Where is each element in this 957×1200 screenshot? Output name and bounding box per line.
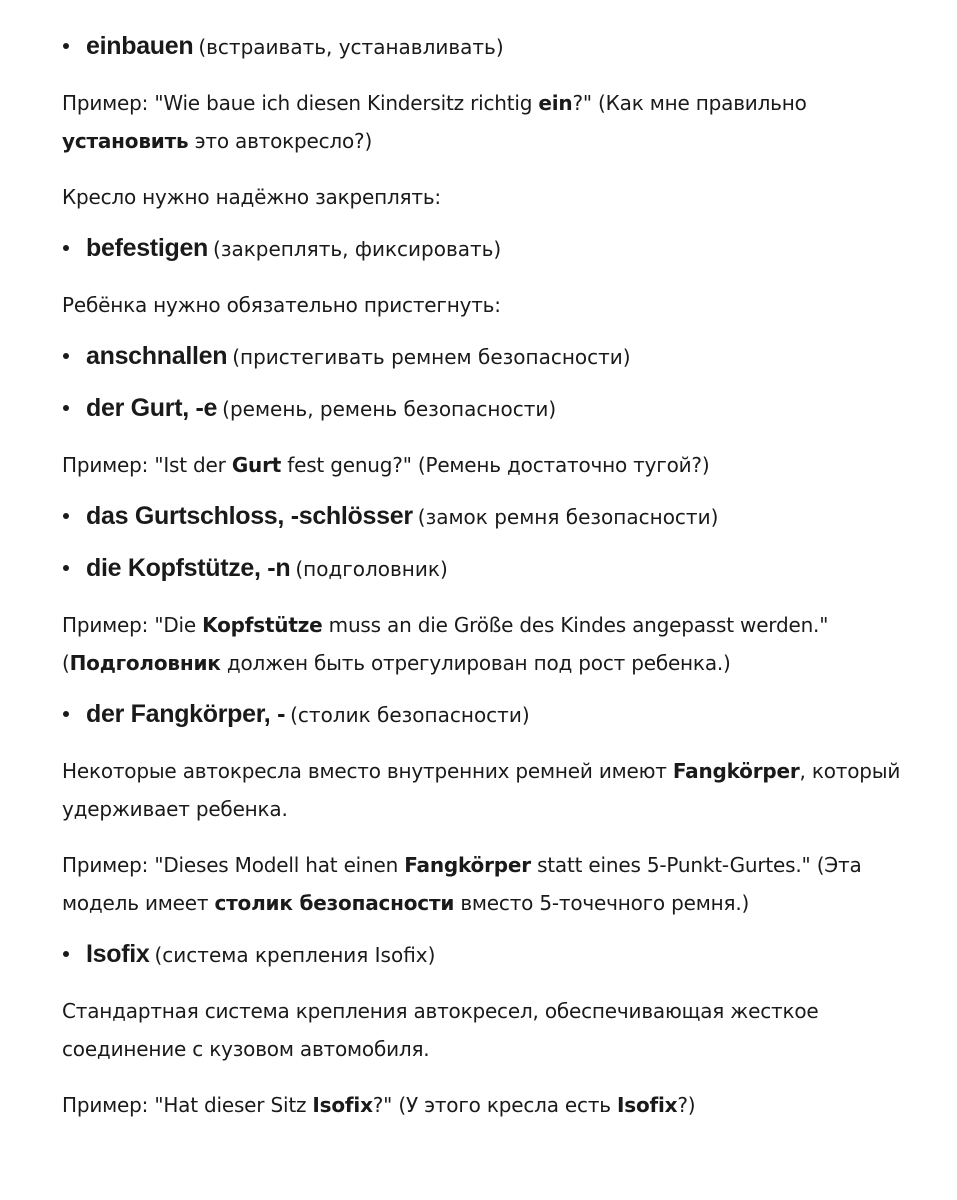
vocab-item-fangkoerper xyxy=(62,690,922,742)
vocab-item-gurt xyxy=(62,384,922,436)
bullet-dot xyxy=(63,951,69,957)
vocab-translation: (замок ремня безопасности) xyxy=(417,505,719,529)
vocab-term: anschnallen xyxy=(86,342,228,370)
example-sentence: Пример: "Dieses Modell hat einen Fangkörper statt eines 5-Punkt-Gurtes." (Эта модель имеет столик безопасности вместо 5-точечного ремня.) xyxy=(62,853,862,915)
example-sentence: Пример: "Wie baue ich diesen Kindersitz richtig ein?" (Как мне правильно установить это автокресло?) xyxy=(62,91,807,153)
example-sentence: Пример: "Ist der Gurt fest genug?" (Ремень достаточно тугой?) xyxy=(62,453,710,477)
explanation-text: Некоторые автокресла вместо внутренних ремней имеют Fangkörper, который удерживает ребенка. xyxy=(62,759,901,821)
vocab-term: das Gurtschloss, -schlösser xyxy=(86,502,413,530)
vocab-term: einbauen xyxy=(86,32,194,60)
explanation-text: Кресло нужно надёжно закреплять: xyxy=(62,185,441,209)
vocab-term: der Fangkörper, - xyxy=(86,700,286,728)
vocab-translation: (встраивать, устанавливать) xyxy=(198,35,504,59)
example-sentence: Пример: "Hat dieser Sitz Isofix?" (У этого кресла есть Isofix?) xyxy=(62,1093,696,1117)
explanation-text: Ребёнка нужно обязательно пристегнуть: xyxy=(62,293,501,317)
vocab-item-isofix xyxy=(62,930,922,982)
vocab-translation: (закреплять, фиксировать) xyxy=(213,237,502,261)
vocab-term: der Gurt, -e xyxy=(86,394,218,422)
vocab-translation: (столик безопасности) xyxy=(290,703,530,727)
bullet-dot xyxy=(63,513,69,519)
bullet-dot xyxy=(63,245,69,251)
bullet-dot xyxy=(63,405,69,411)
vocab-translation: (система крепления Isofix) xyxy=(154,943,436,967)
vocab-term: die Kopfstütze, -n xyxy=(86,554,291,582)
vocab-translation: (пристегивать ремнем безопасности) xyxy=(232,345,631,369)
vocab-item-einbauen xyxy=(62,22,922,74)
bullet-dot xyxy=(63,711,69,717)
example-sentence: Пример: "Die Kopfstütze muss an die Größe des Kindes angepasst werden." (Подголовник должен быть отрегулирован под рост ребенка.) xyxy=(62,613,829,675)
bullet-dot xyxy=(63,43,69,49)
vocab-item-anschnallen xyxy=(62,332,922,384)
vocab-item-befestigen xyxy=(62,224,922,276)
vocab-item-kopfstuetze xyxy=(62,544,922,596)
vocab-translation: (подголовник) xyxy=(295,557,448,581)
explanation-text: Стандартная система крепления автокресел, обеспечивающая жесткое соединение с кузовом автомобиля. xyxy=(62,999,819,1061)
bullet-dot xyxy=(63,353,69,359)
vocab-term: befestigen xyxy=(86,234,209,262)
vocab-item-gurtschloss xyxy=(62,492,922,544)
vocabulary-document xyxy=(62,22,922,1132)
vocab-translation: (ремень, ремень безопасности) xyxy=(222,397,557,421)
bullet-dot xyxy=(63,565,69,571)
vocab-term: Isofix xyxy=(86,940,150,968)
